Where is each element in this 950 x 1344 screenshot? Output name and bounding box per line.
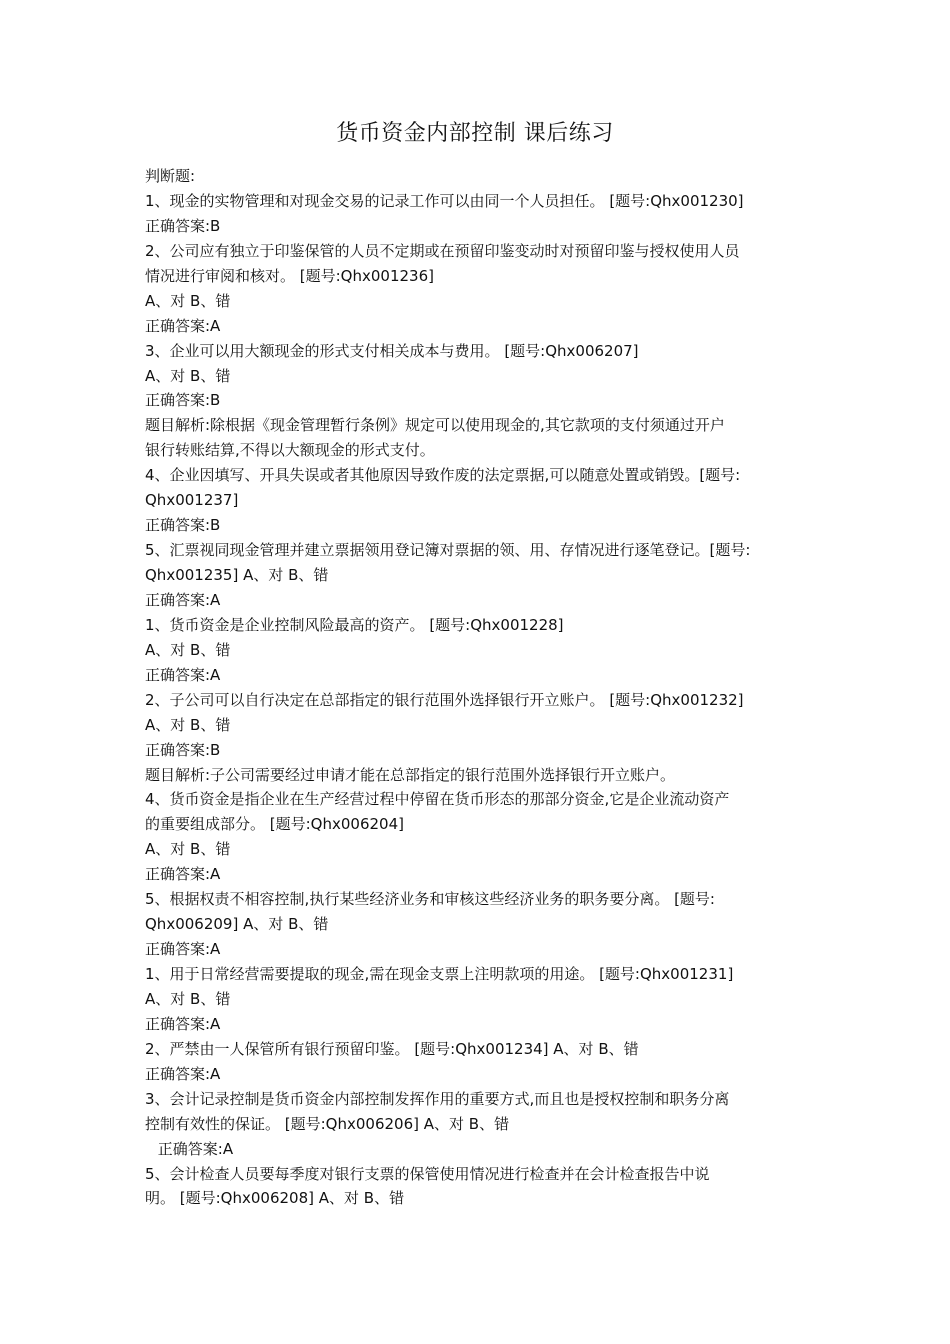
text-line: 5、根据权责不相容控制,执行某些经济业务和审核这些经济业务的职务要分离。 [题号: bbox=[145, 890, 715, 909]
text-line: 4、企业因填写、开具失误或者其他原因导致作废的法定票据,可以随意处置或销毁。[题号: bbox=[145, 466, 741, 485]
text-line: A、对 B、错 bbox=[145, 640, 231, 659]
text-line: 正确答案:A bbox=[145, 865, 221, 884]
text-line: Qhx006209] A、对 B、错 bbox=[145, 915, 329, 934]
text-line: 2、公司应有独立于印鉴保管的人员不定期或在预留印鉴变动时对预留印鉴与授权使用人员 bbox=[145, 241, 740, 260]
text-line: 正确答案:B bbox=[145, 391, 221, 410]
text-line: 情况进行审阅和核对。 [题号:Qhx001236] bbox=[145, 266, 434, 285]
text-line: A、对 B、错 bbox=[145, 366, 231, 385]
text-line: 银行转账结算,不得以大额现金的形式支付。 bbox=[145, 441, 435, 460]
text-line: 2、子公司可以自行决定在总部指定的银行范围外选择银行开立账户。 [题号:Qhx001232] bbox=[145, 690, 744, 709]
text-line: 2、严禁由一人保管所有银行预留印鉴。 [题号:Qhx001234] A、对 B、错 bbox=[145, 1039, 639, 1058]
document-body bbox=[145, 164, 810, 1211]
text-line: 题目解析:子公司需要经过申请才能在总部指定的银行范围外选择银行开立账户。 bbox=[145, 765, 676, 784]
text-line: 明。 [题号:Qhx006208] A、对 B、错 bbox=[145, 1189, 405, 1208]
page-title: 货币资金内部控制 课后练习 bbox=[336, 121, 614, 146]
text-line: A、对 B、错 bbox=[145, 840, 231, 859]
text-line: 1、现金的实物管理和对现金交易的记录工作可以由同一个人员担任。 [题号:Qhx001230] bbox=[145, 191, 744, 210]
text-line: 1、用于日常经营需要提取的现金,需在现金支票上注明款项的用途。 [题号:Qhx001231] bbox=[145, 965, 734, 983]
text-line: A、对 B、错 bbox=[145, 291, 231, 310]
text-line: 正确答案:B bbox=[145, 216, 221, 235]
text-line: 正确答案:B bbox=[145, 516, 221, 535]
text-line: 正确答案:A bbox=[145, 665, 221, 684]
text-line: Qhx001237] bbox=[145, 491, 239, 510]
text-line: 正确答案:A bbox=[153, 1139, 234, 1158]
text-line: 正确答案:A bbox=[145, 940, 221, 959]
text-line: 正确答案:A bbox=[145, 590, 221, 609]
text-line: A、对 B、错 bbox=[145, 715, 231, 734]
text-line: 1、货币资金是企业控制风险最高的资产。 [题号:Qhx001228] bbox=[145, 615, 564, 634]
text-line: 正确答案:B bbox=[145, 740, 221, 759]
text-line: 5、汇票视同现金管理并建立票据领用登记簿对票据的领、用、存情况进行逐笔登记。[题号: bbox=[145, 541, 751, 560]
text-line: 3、会计记录控制是货币资金内部控制发挥作用的重要方式,而且也是授权控制和职务分离 bbox=[145, 1089, 730, 1108]
text-line: 题目解析:除根据《现金管理暂行条例》规定可以使用现金的,其它款项的支付须通过开户 bbox=[145, 416, 725, 435]
text-line: 的重要组成部分。 [题号:Qhx006204] bbox=[145, 815, 404, 834]
text-line: 3、企业可以用大额现金的形式支付相关成本与费用。 [题号:Qhx006207] bbox=[145, 341, 639, 360]
text-line: 正确答案:A bbox=[145, 1064, 221, 1083]
text-line: 正确答案:A bbox=[145, 316, 221, 335]
text-line: A、对 B、错 bbox=[145, 989, 231, 1008]
text-line: 判断题: bbox=[145, 167, 196, 185]
text-line: 控制有效性的保证。 [题号:Qhx006206] A、对 B、错 bbox=[145, 1114, 510, 1133]
text-line: 5、会计检查人员要每季度对银行支票的保管使用情况进行检查并在会计检查报告中说 bbox=[145, 1164, 710, 1183]
text-line: 4、货币资金是指企业在生产经营过程中停留在货币形态的那部分资金,它是企业流动资产 bbox=[145, 790, 730, 809]
text-line: 正确答案:A bbox=[145, 1014, 221, 1033]
text-line: Qhx001235] A、对 B、错 bbox=[145, 566, 329, 584]
